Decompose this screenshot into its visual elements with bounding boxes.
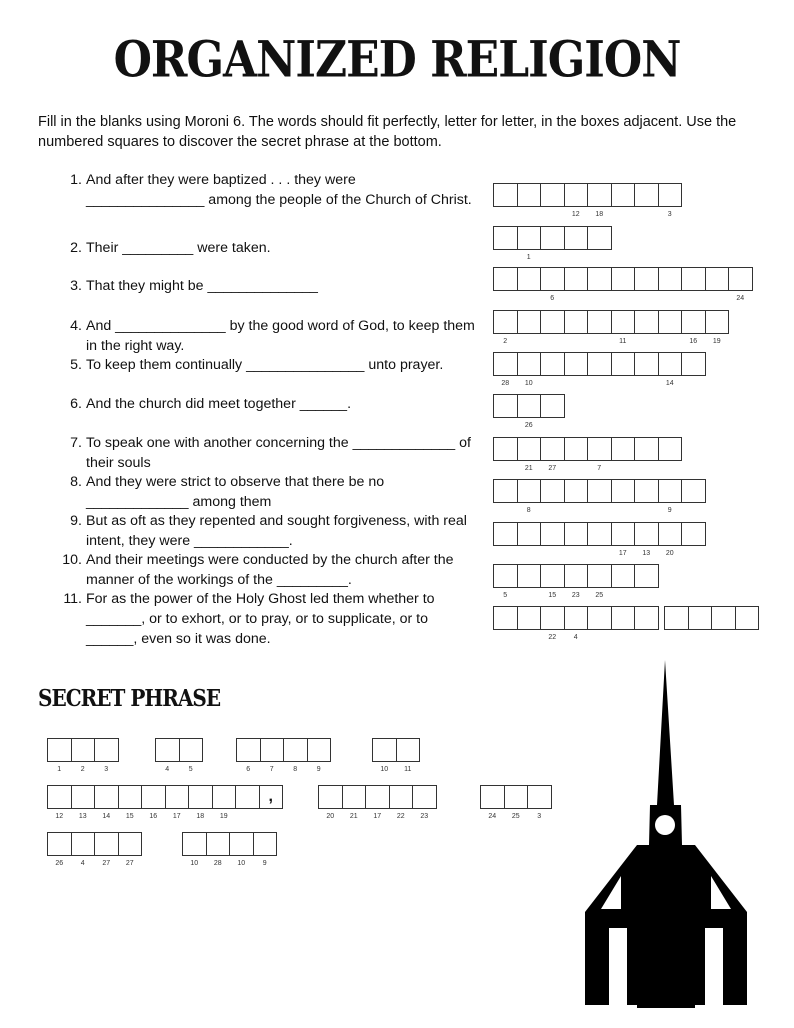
box-number: 21 [349, 813, 358, 820]
letter-box[interactable] [342, 785, 367, 820]
secret-word-2-grid [155, 738, 203, 773]
letter-box[interactable] [307, 738, 332, 773]
secret-word-5-grid [47, 785, 283, 820]
answer-4-grid [493, 310, 729, 345]
letter-box[interactable] [493, 310, 518, 345]
letter-box[interactable] [587, 564, 612, 599]
letter-box[interactable] [564, 606, 589, 641]
letter-box[interactable] [658, 267, 683, 291]
letter-box[interactable] [517, 352, 542, 387]
answer-5-grid [493, 352, 706, 387]
letter-box[interactable] [658, 352, 683, 387]
box-number: 25 [511, 813, 520, 820]
letter-box[interactable] [188, 785, 213, 820]
box-number: 26 [524, 422, 533, 429]
box-number: 10 [380, 766, 389, 773]
box-number: 15 [125, 813, 134, 820]
letter-box[interactable] [236, 738, 261, 773]
letter-box[interactable] [611, 310, 636, 345]
letter-box[interactable] [517, 310, 542, 334]
letter-box[interactable] [47, 738, 72, 773]
letter-box[interactable] [681, 310, 706, 345]
letter-box[interactable] [634, 606, 659, 630]
letter-box[interactable] [634, 352, 659, 376]
letter-box[interactable] [564, 522, 589, 546]
letter-box[interactable] [480, 785, 505, 820]
box-number: 22 [548, 634, 557, 641]
letter-box[interactable] [517, 183, 542, 207]
letter-box[interactable] [540, 183, 565, 207]
letter-box[interactable] [611, 606, 636, 630]
answer-2-grid [493, 226, 612, 261]
worksheet-title: ORGANIZED RELIGION [113, 31, 681, 89]
question-text: For as the power of the Holy Ghost led them whether to _______, or to exhort, or to pray, or to supplicate, or to ______, even so it was done. [86, 591, 435, 647]
box-number: 10 [237, 860, 246, 867]
box-number: 3 [104, 766, 109, 773]
letter-box[interactable] [206, 832, 231, 867]
question-text: That they might be ______________ [86, 278, 318, 294]
box-number: 18 [196, 813, 205, 820]
letter-box[interactable] [658, 183, 683, 218]
letter-box[interactable] [587, 606, 612, 630]
question-text: And their meetings were conducted by the church after the manner of the workings of the _________. [86, 552, 454, 588]
letter-box[interactable] [229, 832, 254, 867]
letter-box[interactable] [611, 522, 636, 557]
letter-box[interactable] [504, 785, 529, 820]
box-number: 7 [597, 465, 602, 472]
letter-box[interactable] [688, 606, 713, 630]
letter-box[interactable] [611, 267, 636, 291]
question-text: And ______________ by the good word of God, to keep them in the right way. [86, 318, 475, 354]
letter-box[interactable] [634, 310, 659, 334]
box-number: 16 [689, 338, 698, 345]
letter-box[interactable] [493, 267, 518, 291]
question-number: 2. [70, 240, 82, 256]
letter-box[interactable] [517, 437, 542, 472]
box-number: 8 [526, 507, 531, 514]
letter-box[interactable] [182, 832, 207, 867]
letter-box[interactable] [587, 267, 612, 291]
letter-box[interactable] [587, 183, 612, 218]
box-number: 28 [213, 860, 222, 867]
letter-box[interactable] [540, 479, 565, 503]
question-number: 4. [70, 318, 82, 334]
letter-box[interactable] [564, 183, 589, 218]
box-number: 14 [102, 813, 111, 820]
question-text: And after they were baptized . . . they were _______________ among the people of the Church of Christ. [86, 172, 472, 208]
question-text: Their _________ were taken. [86, 240, 271, 256]
letter-box[interactable] [728, 267, 753, 302]
answer-3-grid [493, 267, 753, 302]
letter-box[interactable] [493, 437, 518, 461]
letter-box[interactable] [372, 738, 397, 773]
letter-box[interactable] [118, 832, 143, 867]
box-number: 17 [373, 813, 382, 820]
letter-box[interactable] [611, 437, 636, 461]
question-text: And the church did meet together ______. [86, 396, 352, 412]
box-number: 1 [57, 766, 62, 773]
letter-box[interactable] [681, 479, 706, 503]
letter-box[interactable] [540, 352, 565, 376]
question-number: 7. [70, 435, 82, 451]
box-number: 9 [316, 766, 321, 773]
question-number: 11. [63, 591, 82, 607]
box-number: 14 [665, 380, 674, 387]
box-number: 23 [420, 813, 429, 820]
letter-box[interactable] [517, 226, 542, 261]
box-number: 24 [488, 813, 497, 820]
letter-box[interactable] [412, 785, 437, 820]
answer-1-grid [493, 183, 682, 218]
letter-box[interactable] [658, 437, 683, 461]
box-number: 9 [667, 507, 672, 514]
secret-word-8-grid [47, 832, 142, 867]
letter-box[interactable] [493, 522, 518, 546]
box-number: 6 [246, 766, 251, 773]
letter-box[interactable] [179, 738, 204, 773]
question-number: 8. [70, 474, 82, 490]
box-number: 28 [501, 380, 510, 387]
church-icon [585, 660, 747, 1008]
box-number: 22 [396, 813, 405, 820]
box-number: 12 [571, 211, 580, 218]
box-number: 1 [526, 254, 531, 261]
letter-box[interactable] [540, 606, 565, 641]
letter-box[interactable] [681, 267, 706, 291]
box-number: 2 [503, 338, 508, 345]
letter-box[interactable] [664, 606, 689, 630]
box-number: 11 [619, 338, 627, 345]
letter-box[interactable] [155, 738, 180, 773]
secret-word-7-grid [480, 785, 552, 820]
letter-box[interactable] [493, 183, 518, 207]
letter-box[interactable] [493, 564, 518, 599]
letter-box[interactable] [634, 564, 659, 588]
secret-phrase-heading: SECRET PHRASE [38, 684, 221, 712]
letter-box[interactable] [517, 479, 542, 514]
letter-box[interactable] [389, 785, 414, 820]
secret-word-4-grid [372, 738, 420, 773]
letter-box[interactable] [517, 522, 542, 546]
box-number: 8 [293, 766, 298, 773]
letter-box[interactable] [517, 394, 542, 429]
letter-box[interactable] [587, 226, 612, 250]
box-number: 20 [326, 813, 335, 820]
letter-box[interactable] [94, 785, 119, 820]
secret-word-9-grid [182, 832, 277, 867]
box-number: 17 [618, 550, 627, 557]
letter-box[interactable] [283, 738, 308, 773]
letter-box[interactable] [94, 832, 119, 867]
box-number: 10 [190, 860, 199, 867]
letter-box[interactable] [587, 352, 612, 376]
letter-box[interactable] [711, 606, 736, 630]
box-number: 11 [404, 766, 412, 773]
secret-word-3-grid [236, 738, 331, 773]
question-number: 3. [70, 278, 82, 294]
letter-box[interactable] [318, 785, 343, 820]
letter-box[interactable] [564, 352, 589, 376]
box-number: 18 [595, 211, 604, 218]
box-number: 4 [165, 766, 170, 773]
box-number: 27 [102, 860, 111, 867]
letter-box[interactable] [587, 310, 612, 334]
question-number: 1. [70, 172, 82, 188]
answer-9-grid [493, 522, 706, 557]
box-number: 19 [219, 813, 228, 820]
box-number: 12 [55, 813, 64, 820]
box-number: 16 [149, 813, 158, 820]
letter-box[interactable] [681, 522, 706, 546]
letter-box[interactable] [681, 352, 706, 376]
box-number: 13 [78, 813, 87, 820]
box-number: 3 [667, 211, 672, 218]
box-number: 27 [548, 465, 557, 472]
box-number: 15 [548, 592, 557, 599]
box-number: 13 [642, 550, 651, 557]
box-number: 6 [550, 295, 555, 302]
letter-box[interactable] [587, 522, 612, 546]
letter-box[interactable] [658, 522, 683, 557]
box-number: 20 [665, 550, 674, 557]
letter-box[interactable] [396, 738, 421, 773]
letter-box[interactable] [540, 394, 565, 418]
letter-box[interactable] [564, 479, 589, 503]
letter-box[interactable] [47, 785, 72, 820]
secret-word-1-grid [47, 738, 119, 773]
instructions-text: Fill in the blanks using Moroni 6. The words should fit perfectly, letter for letter, in the boxes adjacent. Use the numbered squares to discover the secret phrase at the bottom. [38, 114, 737, 150]
letter-box[interactable] [634, 522, 659, 557]
box-number: 7 [269, 766, 274, 773]
letter-box[interactable] [94, 738, 119, 773]
letter-box[interactable] [517, 606, 542, 630]
box-number: 27 [125, 860, 134, 867]
letter-box[interactable] [517, 564, 542, 588]
letter-box[interactable] [611, 564, 636, 588]
letter-box[interactable] [611, 479, 636, 503]
letter-box[interactable] [540, 226, 565, 250]
answer-7-grid [493, 437, 682, 472]
box-number: 25 [595, 592, 604, 599]
answer-8-grid [493, 479, 706, 514]
letter-box[interactable] [634, 437, 659, 461]
letter-box[interactable] [564, 226, 589, 250]
box-number: 17 [172, 813, 181, 820]
question-number: 9. [70, 513, 82, 529]
question-text: To speak one with another concerning the _____________ of their souls [86, 435, 471, 471]
question-text: But as oft as they repented and sought forgiveness, with real intent, they were ____________. [86, 513, 467, 549]
box-number: 4 [80, 860, 85, 867]
box-number: 9 [262, 860, 267, 867]
letter-box[interactable] [587, 479, 612, 503]
letter-box[interactable] [658, 310, 683, 334]
box-number: 4 [573, 634, 578, 641]
letter-box[interactable] [634, 267, 659, 291]
question-number: 6. [70, 396, 82, 412]
answer-6-grid [493, 394, 565, 429]
secret-word-6-grid [318, 785, 437, 820]
letter-box[interactable] [564, 267, 589, 291]
letter-box[interactable] [253, 832, 278, 867]
question-text: To keep them continually _______________ unto prayer. [86, 357, 444, 373]
answer-10-grid [493, 564, 659, 599]
letter-box[interactable] [493, 394, 518, 418]
box-number: 5 [188, 766, 193, 773]
letter-box[interactable] [517, 267, 542, 291]
letter-box[interactable] [611, 183, 636, 207]
letter-box[interactable] [540, 564, 565, 599]
letter-box[interactable] [71, 738, 96, 773]
box-number: 3 [537, 813, 542, 820]
letter-box[interactable] [540, 522, 565, 546]
letter-box[interactable] [493, 479, 518, 503]
letter-box[interactable] [527, 785, 552, 820]
box-number: 21 [524, 465, 533, 472]
letter-box[interactable] [611, 352, 636, 376]
letter-box[interactable] [705, 310, 730, 345]
letter-box[interactable] [212, 785, 237, 820]
question-number: 10. [62, 552, 82, 568]
letter-box[interactable] [540, 437, 565, 472]
letter-box[interactable] [658, 479, 683, 514]
letter-box[interactable] [141, 785, 166, 820]
box-number: 23 [571, 592, 580, 599]
letter-box[interactable] [493, 352, 518, 387]
letter-box[interactable] [47, 832, 72, 867]
letter-box[interactable] [365, 785, 390, 820]
letter-box[interactable] [634, 183, 659, 207]
letter-box[interactable] [735, 606, 760, 630]
box-number: 5 [503, 592, 508, 599]
letter-box[interactable] [71, 832, 96, 867]
answer-11-grid [493, 606, 659, 641]
letter-box[interactable] [493, 226, 518, 250]
letter-box[interactable] [705, 267, 730, 291]
letter-box[interactable] [564, 437, 589, 461]
letter-box[interactable] [564, 310, 589, 334]
question-number: 5. [70, 357, 82, 373]
letter-box[interactable] [540, 267, 565, 302]
letter-box[interactable] [540, 310, 565, 334]
box-number: 24 [736, 295, 745, 302]
answer-11-grid [664, 606, 759, 630]
comma-box: , [259, 785, 284, 809]
letter-box[interactable] [493, 606, 518, 630]
letter-box[interactable] [165, 785, 190, 820]
box-number: 26 [55, 860, 64, 867]
letter-box[interactable] [564, 564, 589, 599]
letter-box[interactable] [260, 738, 285, 773]
letter-box[interactable] [118, 785, 143, 820]
box-number: 19 [712, 338, 721, 345]
letter-box[interactable] [634, 479, 659, 503]
question-text: And they were strict to observe that there be no _____________ among them [86, 474, 385, 510]
letter-box[interactable] [71, 785, 96, 820]
box-number: 10 [524, 380, 533, 387]
letter-box[interactable] [587, 437, 612, 472]
box-number: 2 [80, 766, 85, 773]
letter-box[interactable] [235, 785, 260, 809]
